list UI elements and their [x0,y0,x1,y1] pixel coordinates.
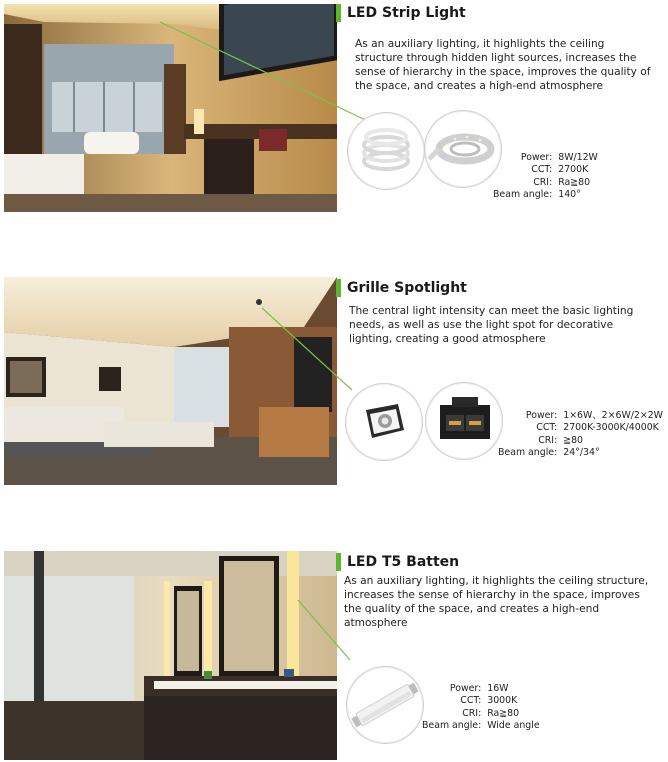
spec-value: 8W/12W [558,152,598,163]
spec-label: Power: [520,152,553,163]
section-title: LED Strip Light [336,4,466,22]
section-title: Grille Spotlight [336,279,467,297]
spec-label: Beam angle: [493,189,553,201]
section-description: The central light intensity can meet the basic lighting needs, as well as use the light spot for decorative lighting, creating a good atmosphere [349,305,634,345]
spec-label: CRI: [538,434,558,446]
section-grille-spotlight [0,275,668,490]
leader-line [0,548,400,673]
spec-value: Wide angle [487,720,540,732]
spec-value: ≧80 [563,434,584,446]
section-description: As an auxiliary lighting, it highlights the ceiling structure through hidden light sources, increases the sense of hierarchy in the space, improves the quality of the space, and creates a high-end atmosphere [355,38,651,92]
spec-value: Ra≧80 [558,176,591,188]
grille-spotlight-single-icon [345,383,423,461]
spec-list [493,152,598,202]
grille-spotlight-double-icon [425,382,503,460]
spec-label: Beam angle: [422,720,482,732]
spec-value: 2700K-3000K/4000K [563,422,659,434]
spec-label: CCT: [531,164,553,176]
section-title: LED T5 Batten [336,553,459,571]
leader-line [0,275,400,410]
spec-label: CCT: [536,422,558,434]
spec-label: Power: [525,410,558,421]
spec-value: 140° [558,189,581,201]
spec-value: 24°/34° [563,447,600,459]
section-led-t5-batten [0,548,668,762]
spec-list [422,683,540,733]
spec-value: 16W [487,683,509,694]
led-strip-coil-icon [347,112,425,190]
spec-label: Beam angle: [498,447,558,459]
spec-list [498,410,663,460]
led-strip-reel-icon [424,110,502,188]
t5-batten-tube-icon [346,666,424,744]
spec-label: Power: [449,683,482,694]
spec-label: CRI: [462,707,482,719]
spec-value: Ra≧80 [487,707,520,719]
leader-line [0,0,400,145]
section-led-strip-light [0,0,668,215]
spec-value: 1×6W、2×6W/2×2W [563,410,663,421]
spec-value: 2700K [558,164,589,176]
spec-label: CRI: [533,176,553,188]
section-description: As an auxiliary lighting, it highlights the ceiling structure, increases the sense of hierarchy in the space, improves the quality of the space, and creates a high-end atmosphere [344,575,649,629]
spec-value: 3000K [487,695,518,707]
spec-label: CCT: [460,695,482,707]
